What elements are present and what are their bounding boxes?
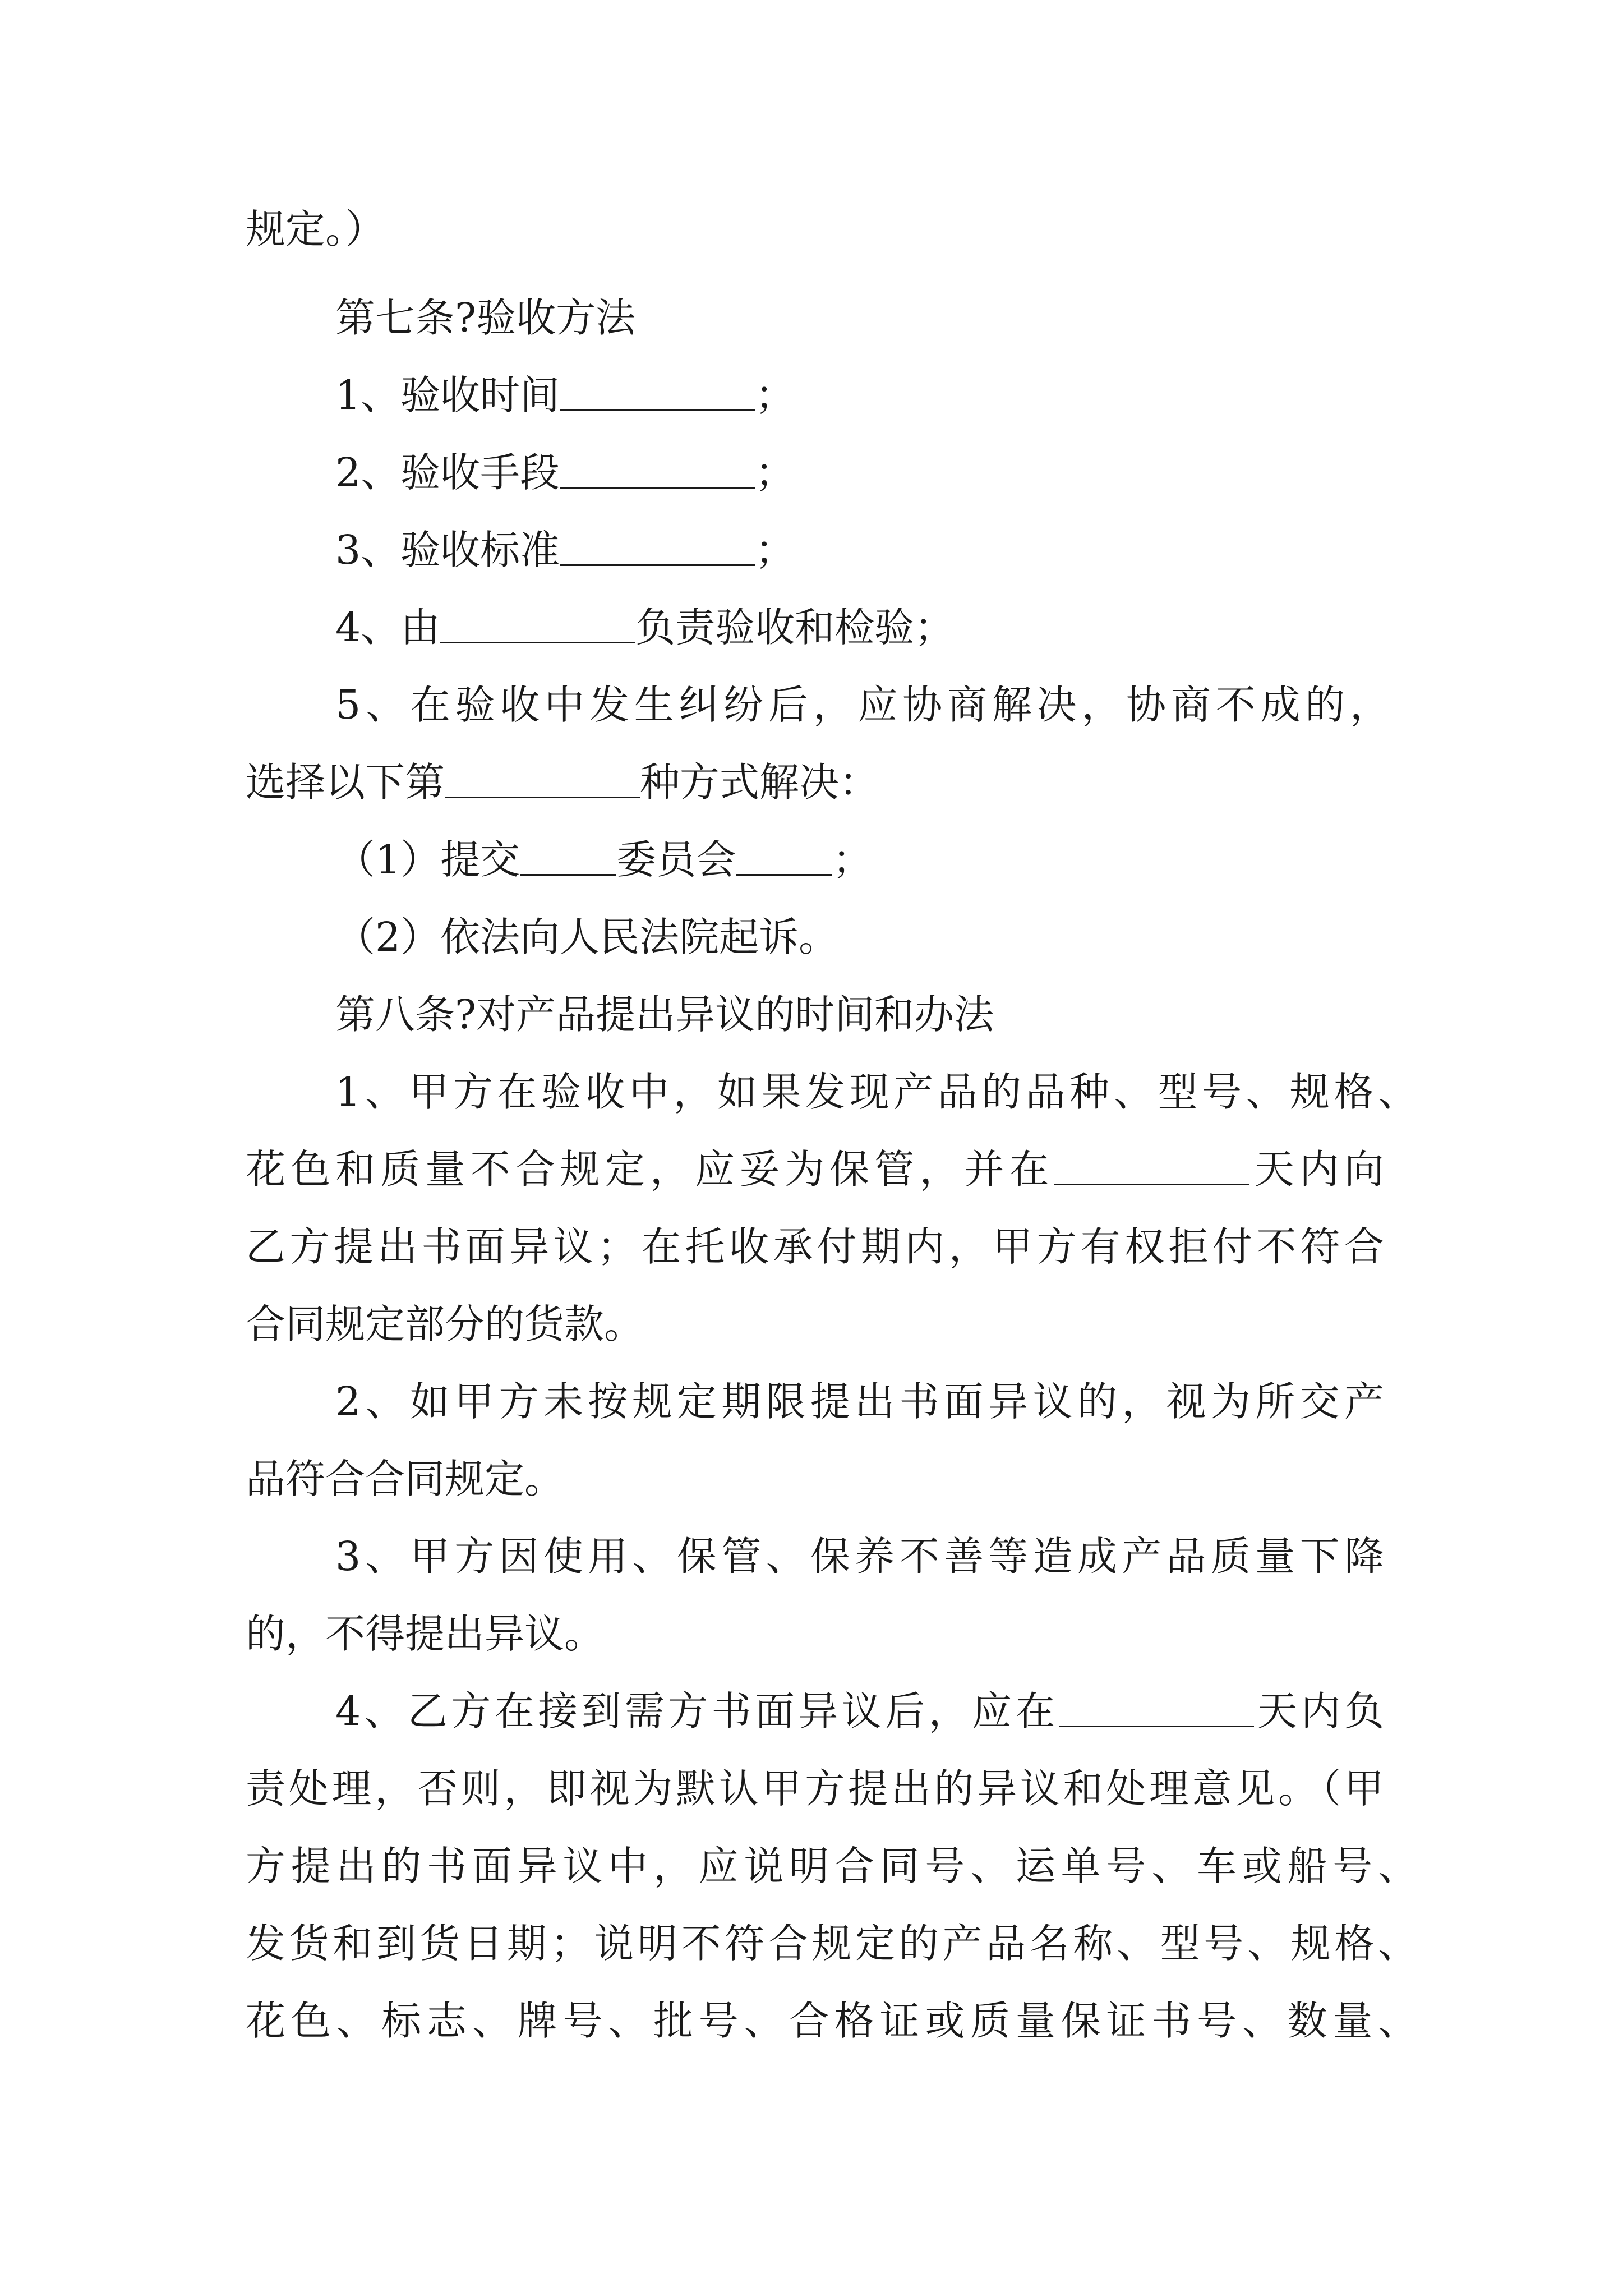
- list-item: 1、验收时间 ；: [335, 365, 795, 426]
- list-item: 1、甲方在验收中，如果发现产品的品种、型号、规格、: [335, 1069, 1418, 1115]
- list-item: （1）提交 委员会 ；: [335, 829, 872, 891]
- fill-in-blank[interactable]: [560, 447, 755, 489]
- fill-in-blank[interactable]: [520, 834, 616, 876]
- list-item: 3、验收标准 ；: [335, 519, 795, 581]
- fill-in-blank[interactable]: [560, 369, 755, 411]
- list-item: （2）依法向人民法院起诉。: [335, 914, 839, 960]
- list-item: 2、验收手段 ；: [335, 442, 795, 504]
- text-line: 规定。）: [246, 206, 385, 252]
- fill-in-blank[interactable]: [1054, 1143, 1249, 1185]
- text-line: 发货和到货日期；说明不符合规定的产品名称、型号、规格、: [246, 1920, 1418, 1967]
- list-item: 4、由 负责验收和检验；: [335, 597, 954, 659]
- list-item: 3、甲方因使用、保管、保养不善等造成产品质量下降: [335, 1533, 1384, 1580]
- fill-in-blank[interactable]: [736, 834, 832, 876]
- fill-in-blank[interactable]: [445, 756, 640, 798]
- text-line: 合同规定部分的货款。: [246, 1301, 644, 1347]
- text-line: 花色和质量不合规定，应妥为保管，并在 天内向: [246, 1139, 1384, 1200]
- list-item: 2、如甲方未按规定期限提出书面异议的，视为所交产: [335, 1378, 1384, 1425]
- text-line: 品符合合同规定。: [246, 1456, 565, 1502]
- section-heading: 第七条?验收方法: [335, 295, 636, 341]
- list-item: 5、在验收中发生纠纷后，应协商解决，协商不成的，: [335, 682, 1390, 728]
- text-line: 乙方提出书面异议；在托收承付期内，甲方有权拒付不符合: [246, 1223, 1384, 1270]
- text-line: 的，不得提出异议。: [246, 1611, 605, 1657]
- fill-in-blank[interactable]: [440, 601, 635, 643]
- text-line: 选择以下第 种方式解决：: [246, 752, 879, 813]
- fill-in-blank[interactable]: [1059, 1685, 1254, 1727]
- text-line: 花色、标志、牌号、批号、合格证或质量保证书号、数量、: [246, 1998, 1418, 2044]
- text-line: 责处理，否则，即视为默认甲方提出的异议和处理意见。（甲: [246, 1765, 1384, 1812]
- fill-in-blank[interactable]: [560, 524, 755, 566]
- list-item: 4、乙方在接到需方书面异议后，应在 天内负: [335, 1681, 1384, 1742]
- text-line: 方提出的书面异议中，应说明合同号、运单号、车或船号、: [246, 1843, 1418, 1889]
- section-heading: 第八条?对产品提出异议的时间和办法: [335, 991, 994, 1038]
